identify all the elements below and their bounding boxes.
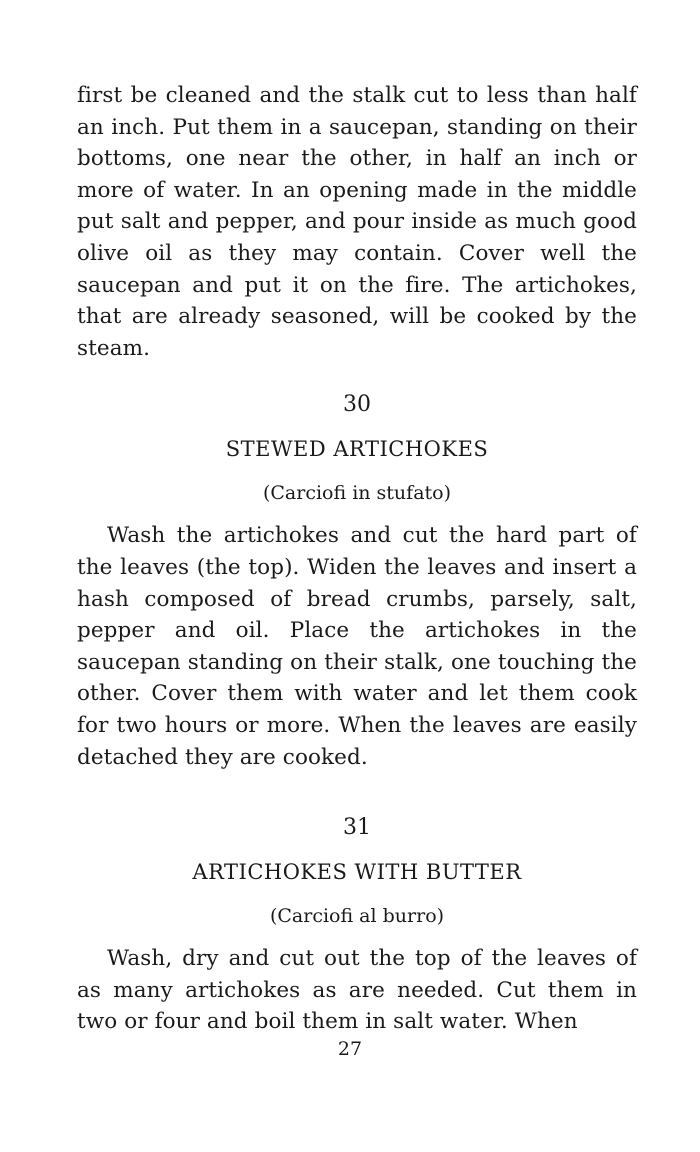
recipe-number: 31: [343, 815, 371, 841]
recipe-subtitle: (Carciofi al burro): [269, 905, 445, 928]
page-number: 27: [337, 1038, 363, 1060]
continuation-paragraph: first be cleaned and the stalk cut to less than half an inch. Put them in a saucepan, standing on their bottoms, one near the other, in half an inch or more of water. In an opening made in the middle put salt and pepper, and pour inside as much good olive oil as they may contain. Cover well the saucepan and put it on the fire. The artichokes, that are already seasoned, will be cooked by the steam.: [77, 83, 637, 361]
recipe-text: Wash the artichokes and cut the hard part of the leaves (the top). Widen the leaves and insert a hash composed of bread crumbs, parsely, salt, pepper and oil. Place the artichokes in the saucepan standing on their stalk, one touching the other. Cover them with water and let them cook for two hours or more. When the leaves are easily detached they are cooked.: [77, 523, 637, 770]
recipe-subtitle: (Carciofi in stufato): [262, 482, 452, 505]
recipe-title: ARTICHOKES WITH BUTTER: [192, 860, 522, 885]
recipe-title: STEWED ARTICHOKES: [225, 437, 489, 462]
page-content: [77, 80, 637, 1038]
recipe-text: Wash, dry and cut out the top of the leaves of as many artichokes as are needed. Cut them in two or four and boil them in salt water. When: [77, 946, 637, 1035]
recipe-number: 30: [343, 392, 371, 418]
